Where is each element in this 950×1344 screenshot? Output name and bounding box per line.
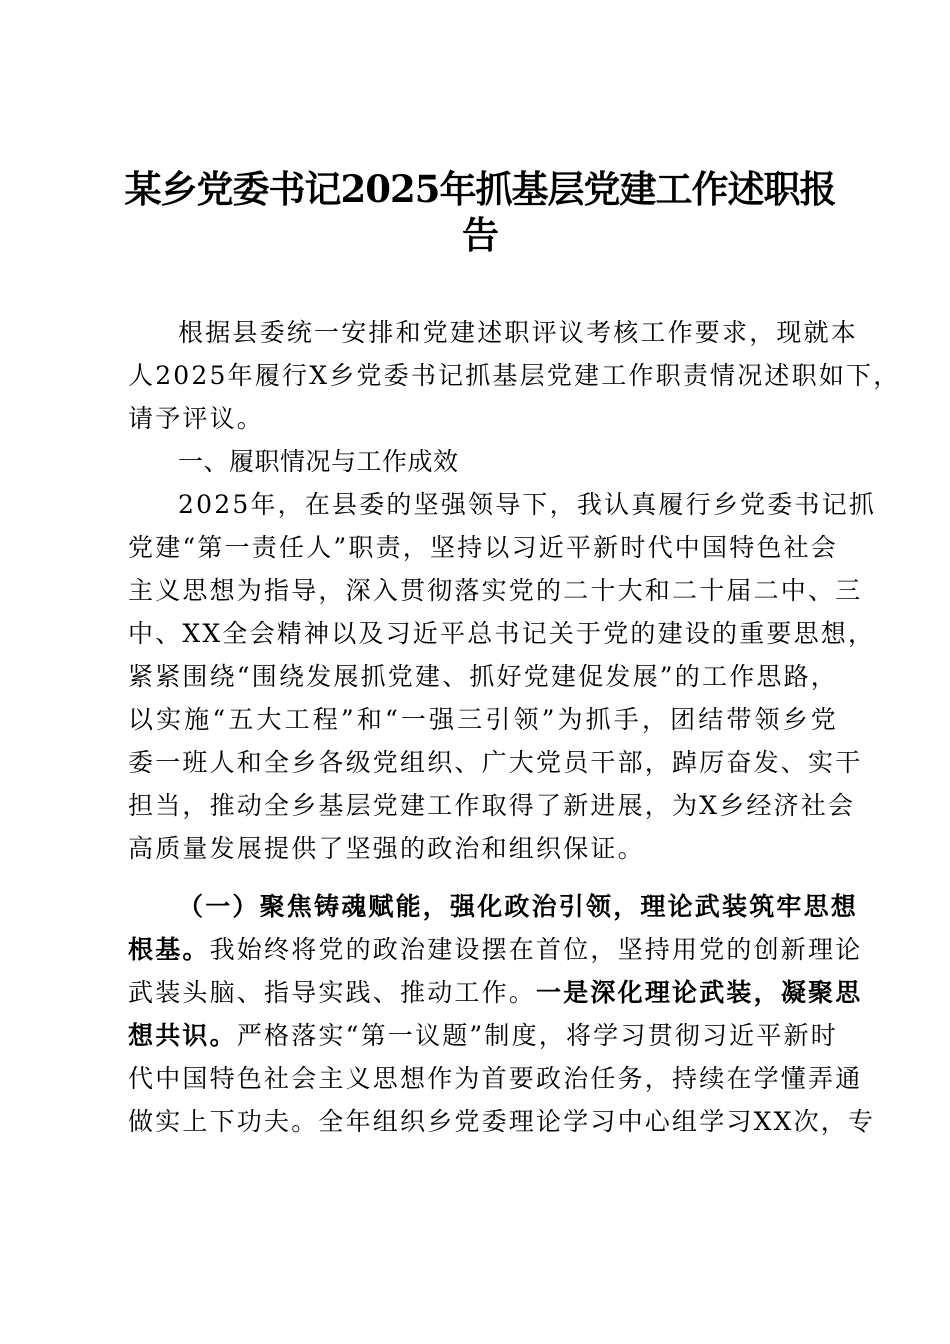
- body-line: 委一班人和全乡各级党组织、广大党员干部，踔厉奋发、实干: [128, 748, 863, 777]
- body-line: 2025年，在县委的坚强领导下，我认真履行乡党委书记抓: [178, 490, 877, 519]
- section-heading-1: 一、履职情况与工作成效: [178, 447, 459, 476]
- body-line: 中、XX全会精神以及习近平总书记关于党的建设的重要思想，: [128, 619, 876, 648]
- document-title-line-2: 告: [462, 213, 498, 257]
- body-line-mixed: [128, 1020, 838, 1052]
- subsection-heading-1: （一）聚焦铸魂赋能，强化政治引领，理论武装筑牢思想: [178, 892, 859, 921]
- intro-line-1: 根据县委统一安排和党建述职评议考核工作要求，现就本: [178, 318, 859, 347]
- body-line: 以实施“五大工程”和“一强三引领”为抓手，团结带领乡党: [128, 705, 838, 734]
- intro-line-2: 人2025年履行X乡党委书记抓基层党建工作职责情况述职如下，: [128, 361, 901, 390]
- body-line: 高质量发展提供了坚强的政治和组织保证。: [128, 834, 645, 863]
- body-line-mixed: [128, 934, 863, 966]
- body-text: 我始终将党的政治建设摆在首位，坚持用党的创新理论: [209, 935, 863, 964]
- body-line-mixed: [128, 977, 863, 1009]
- point-heading-1: 一是深化理论武装，凝聚思: [536, 978, 863, 1007]
- body-line: 党建“第一责任人”职责，坚持以习近平新时代中国特色社会: [128, 533, 838, 562]
- intro-line-3: 请予评议。: [128, 404, 265, 433]
- body-text: 武装头脑、指导实践、推动工作。: [128, 978, 537, 1007]
- point-heading-1-cont: 想共识。: [128, 1021, 237, 1050]
- body-line: 主义思想为指导，深入贯彻落实党的二十大和二十届二中、三: [128, 576, 863, 605]
- subsection-heading-1-cont: 根基。: [128, 935, 210, 964]
- document-title-line-1: 某乡党委书记2025年抓基层党建工作述职报: [124, 167, 836, 211]
- body-text: 严格落实“第一议题”制度，将学习贯彻习近平新时: [236, 1021, 838, 1050]
- body-line: 做实上下功夫。全年组织乡党委理论学习中心组学习XX次，专: [128, 1107, 876, 1136]
- body-line: 紧紧围绕“围绕发展抓党建、抓好党建促发展”的工作思路，: [128, 662, 838, 691]
- body-line: 代中国特色社会主义思想作为首要政治任务，持续在学懂弄通: [128, 1064, 863, 1093]
- body-line: 担当，推动全乡基层党建工作取得了新进展，为X乡经济社会: [128, 791, 856, 820]
